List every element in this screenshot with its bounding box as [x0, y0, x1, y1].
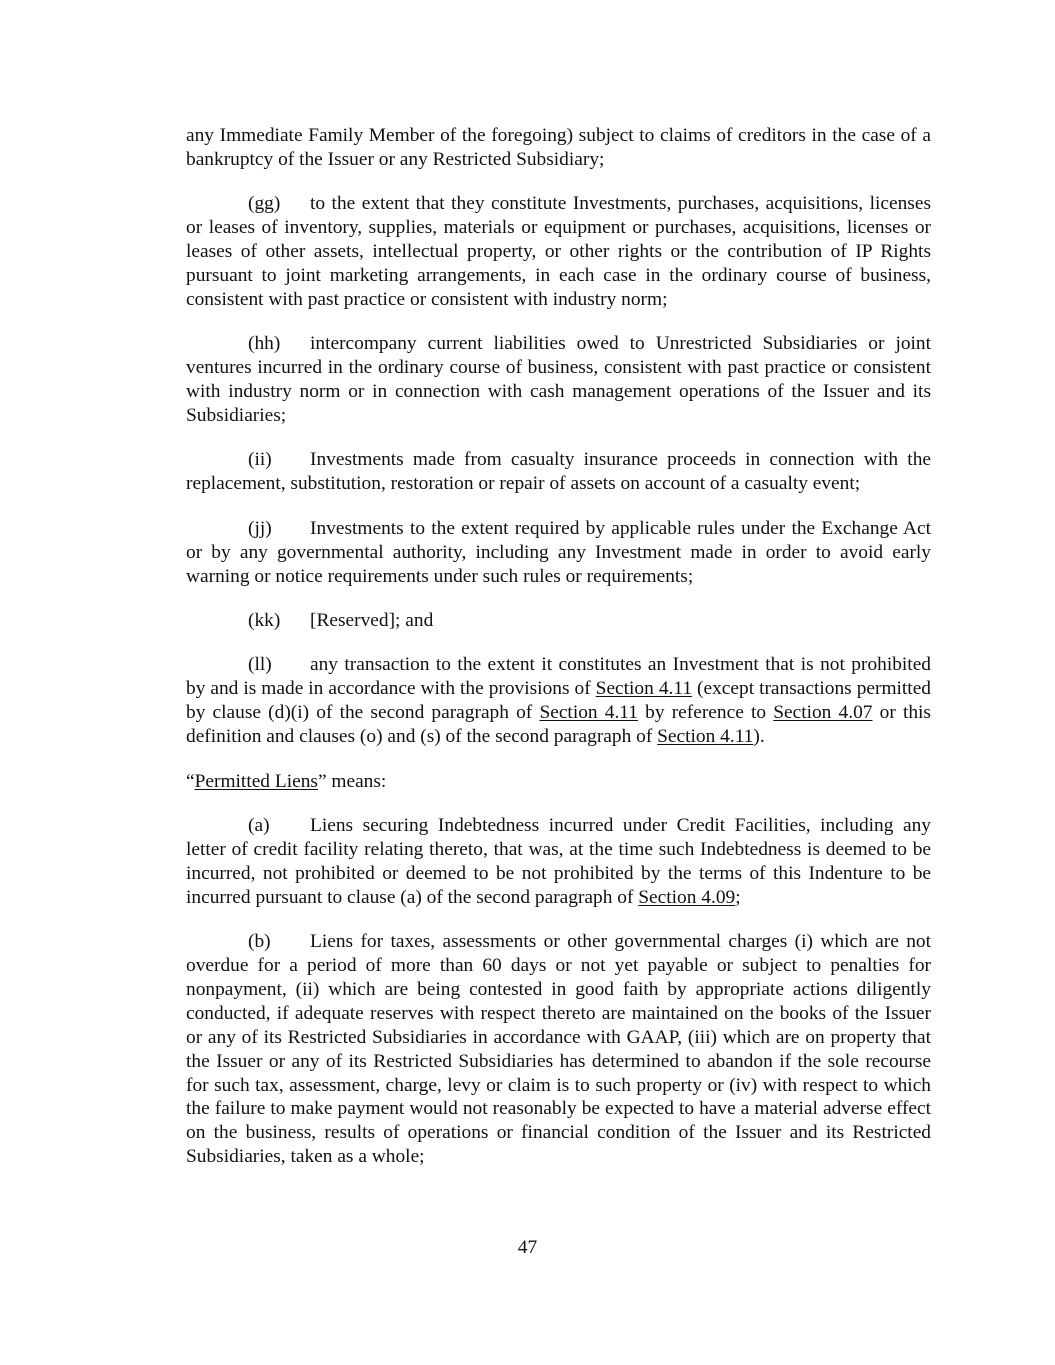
definition-heading-permitted-liens: [186, 770, 931, 794]
clause-jj: [186, 517, 931, 589]
clause-text: by reference to: [637, 702, 774, 724]
clause-label: (a): [248, 814, 270, 836]
clause-kk: [186, 609, 931, 633]
clause-text: ).: [753, 726, 765, 748]
clause-text: or this definition and clauses (o) and (s) of the second paragraph of: [186, 702, 931, 748]
open-quote: “: [186, 770, 195, 792]
section-reference-link[interactable]: Section 4.11: [595, 678, 693, 700]
clause-text: Liens securing Indebtedness incurred under Credit Facilities, including any letter of credit facility relating thereto, that was, at the time such Indebtedness is deemed to be incurred, not prohibited or deemed to be not prohibited by the terms of this Indenture to be incurred pursuant to clause (a) of the second paragraph of: [186, 814, 931, 908]
clause-text: intercompany current liabilities owed to Unrestricted Subsidiaries or joint ventures incurred in the ordinary course of business, consistent with past practice or consistent with industry norm or in connection with cash management operations of the Issuer and its Subsidiaries;: [186, 333, 931, 427]
clause-label: (ll): [248, 654, 272, 676]
clause-text: any transaction to the extent it constitutes an Investment that is not prohibited by and is made in accordance with the provisions of: [186, 654, 931, 700]
section-reference-link[interactable]: Section 4.11: [657, 726, 754, 748]
clause-label: (jj): [248, 517, 272, 539]
clause-gg: [186, 192, 931, 312]
paragraph-continuation: [186, 124, 931, 172]
defined-term: Permitted Liens: [194, 770, 318, 792]
clause-text: (except transactions permitted by clause (d)(i) of the second paragraph of: [186, 678, 931, 724]
section-reference-link[interactable]: Section 4.11: [539, 702, 638, 724]
definition-lead: ” means:: [317, 770, 387, 792]
clause-label: (b): [248, 931, 271, 953]
document-page: [186, 124, 931, 1190]
clause-label: (hh): [248, 333, 281, 355]
clause-ll: [186, 653, 931, 749]
page-number: 47: [517, 1237, 538, 1258]
clause-text: Investments made from casualty insurance proceeds in connection with the replacement, substitution, restoration or repair of assets on account of a casualty event;: [186, 449, 931, 495]
clause-text-end: ;: [735, 886, 741, 908]
clause-b: [186, 930, 931, 1169]
clause-text: Liens for taxes, assessments or other governmental charges (i) which are not overdue for a period of more than 60 days or not yet payable or subject to penalties for nonpayment, (ii) which are being contested in good faith by appropriate actions diligently conducted, if adequate reserves with respect thereto are maintained on the books of the Issuer or any of its Restricted Subsidiaries in accordance with GAAP, (iii) which are on property that the Issuer or any of its Restricted Subsidiaries has determined to abandon if the sole recourse for such tax, assessment, charge, levy or claim is to such property or (iv) with respect to which the failure to make payment would not reasonably be expected to have a material adverse effect on the business, results of operations or financial condition of the Issuer and its Restricted Subsidiaries, taken as a whole;: [186, 931, 931, 1168]
clause-label: (gg): [248, 193, 281, 215]
clause-text: [Reserved]; and: [310, 610, 434, 631]
clause-hh: [186, 332, 931, 428]
clause-label: (kk): [248, 610, 281, 631]
clause-label: (ii): [248, 449, 272, 471]
clause-a: [186, 814, 931, 910]
clause-text: Investments to the extent required by applicable rules under the Exchange Act or by any governmental authority, including any Investment made in order to avoid early warning or notice requirements under such rules or requirements;: [186, 517, 931, 587]
section-reference-link[interactable]: Section 4.07: [773, 702, 873, 724]
clause-ii: [186, 448, 931, 496]
clause-text: to the extent that they constitute Investments, purchases, acquisitions, licenses or leases of inventory, supplies, materials or equipment or purchases, acquisitions, licenses or leases of other assets, intellectual property, or other rights or the contribution of IP Rights pursuant to joint marketing arrangements, in each case in the ordinary course of business, consistent with past practice or consistent with industry norm;: [186, 193, 931, 310]
section-reference-link[interactable]: Section 4.09: [638, 886, 736, 908]
paragraph-text: any Immediate Family Member of the foregoing) subject to claims of creditors in the case of a bankruptcy of the Issuer or any Restricted Subsidiary;: [186, 125, 931, 170]
